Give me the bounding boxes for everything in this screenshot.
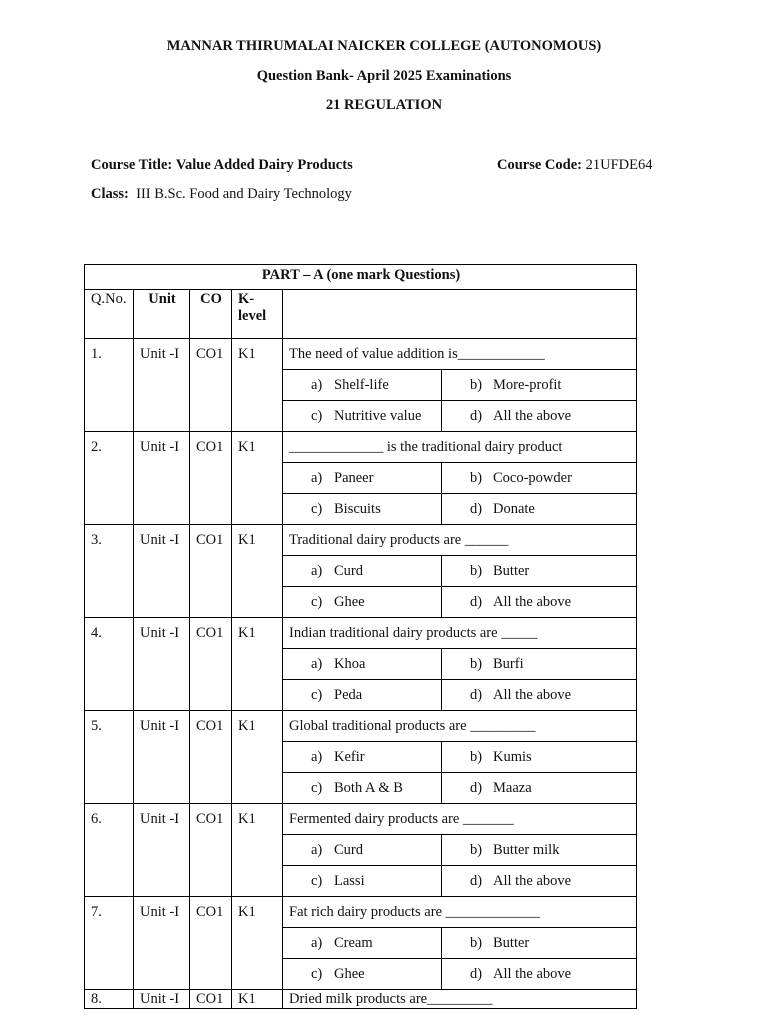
question-number: 1. (85, 339, 134, 432)
question-k-level: K1 (232, 618, 283, 711)
option-letter: d) (470, 501, 483, 517)
option-text: Kefir (334, 749, 365, 765)
option-c (283, 587, 442, 618)
option-text: Butter (493, 563, 530, 579)
option-text: Peda (334, 687, 363, 703)
option-letter: a) (311, 563, 323, 579)
option-letter: d) (470, 873, 483, 889)
table-row (85, 897, 637, 928)
question-text: Dried milk products are_________ (283, 990, 637, 1009)
option-d (442, 959, 637, 990)
option-letter: d) (470, 594, 483, 610)
course-title-label: Course Title: (91, 157, 173, 173)
question-text: The need of value addition is____________ (283, 339, 637, 370)
question-number: 8. (85, 990, 134, 1009)
question-unit: Unit -I (134, 432, 190, 525)
option-text: Burfi (493, 656, 524, 672)
option-text: Curd (334, 842, 363, 858)
option-text: Butter (493, 935, 530, 951)
course-title (91, 157, 353, 174)
part-title: PART – A (one mark Questions) (85, 265, 637, 290)
option-text: Ghee (334, 594, 365, 610)
option-text: Khoa (334, 656, 366, 672)
option-letter: a) (311, 749, 323, 765)
option-c (283, 494, 442, 525)
option-letter: b) (470, 842, 483, 858)
question-number: 2. (85, 432, 134, 525)
option-d (442, 680, 637, 711)
option-letter: a) (311, 470, 323, 486)
option-text: All the above (493, 873, 572, 889)
option-text: More-profit (493, 377, 562, 393)
option-text: All the above (493, 594, 572, 610)
option-letter: b) (470, 377, 483, 393)
option-letter: c) (311, 966, 323, 982)
option-text: Donate (493, 501, 535, 517)
option-text: Maaza (493, 780, 532, 796)
question-co: CO1 (190, 711, 232, 804)
option-c (283, 401, 442, 432)
option-text: Coco-powder (493, 470, 572, 486)
question-text: _____________ is the traditional dairy product (283, 432, 637, 463)
option-letter: b) (470, 656, 483, 672)
option-letter: d) (470, 780, 483, 796)
question-co: CO1 (190, 432, 232, 525)
option-c (283, 959, 442, 990)
option-text: Ghee (334, 966, 365, 982)
class-info (91, 186, 352, 203)
option-b (442, 649, 637, 680)
option-a (283, 742, 442, 773)
option-letter: c) (311, 501, 323, 517)
option-b (442, 742, 637, 773)
col-header-co: CO (190, 290, 232, 339)
question-co: CO1 (190, 990, 232, 1009)
option-letter: d) (470, 966, 483, 982)
option-letter: c) (311, 408, 323, 424)
table-row (85, 804, 637, 835)
option-d (442, 494, 637, 525)
option-d (442, 401, 637, 432)
question-unit: Unit -I (134, 525, 190, 618)
option-letter: b) (470, 749, 483, 765)
option-b (442, 556, 637, 587)
option-text: Kumis (493, 749, 532, 765)
option-letter: d) (470, 687, 483, 703)
table-row (85, 711, 637, 742)
question-k-level: K1 (232, 432, 283, 525)
option-letter: b) (470, 563, 483, 579)
college-name: MANNAR THIRUMALAI NAICKER COLLEGE (AUTONOMOUS) (166, 38, 602, 54)
option-d (442, 773, 637, 804)
option-letter: c) (311, 594, 323, 610)
option-letter: a) (311, 935, 323, 951)
question-k-level: K1 (232, 525, 283, 618)
col-header-unit: Unit (134, 290, 190, 339)
option-c (283, 680, 442, 711)
option-letter: b) (470, 470, 483, 486)
option-text: Biscuits (334, 501, 381, 517)
option-text: Shelf-life (334, 377, 389, 393)
course-code-label: Course Code: (497, 157, 582, 173)
question-number: 4. (85, 618, 134, 711)
question-unit: Unit -I (134, 990, 190, 1009)
option-a (283, 835, 442, 866)
course-title-value: Value Added Dairy Products (175, 157, 353, 173)
option-text: All the above (493, 966, 572, 982)
course-code-value: 21UFDE64 (585, 157, 653, 173)
question-unit: Unit -I (134, 804, 190, 897)
option-a (283, 370, 442, 401)
question-unit: Unit -I (134, 897, 190, 990)
question-number: 5. (85, 711, 134, 804)
question-text: Fat rich dairy products are _____________ (283, 897, 637, 928)
col-header-k-level: K-level (232, 290, 283, 339)
option-text: Curd (334, 563, 363, 579)
table-row (85, 618, 637, 649)
option-letter: d) (470, 408, 483, 424)
option-text: All the above (493, 408, 572, 424)
col-header-question (283, 290, 637, 339)
question-unit: Unit -I (134, 339, 190, 432)
option-text: Both A & B (334, 780, 403, 796)
question-co: CO1 (190, 804, 232, 897)
option-c (283, 866, 442, 897)
question-co: CO1 (190, 525, 232, 618)
question-text: Fermented dairy products are _______ (283, 804, 637, 835)
option-a (283, 463, 442, 494)
question-unit: Unit -I (134, 711, 190, 804)
option-b (442, 463, 637, 494)
question-text: Indian traditional dairy products are _____ (283, 618, 637, 649)
option-b (442, 370, 637, 401)
question-number: 7. (85, 897, 134, 990)
question-table (84, 264, 637, 1009)
option-b (442, 928, 637, 959)
option-letter: a) (311, 377, 323, 393)
question-k-level: K1 (232, 339, 283, 432)
table-row (85, 525, 637, 556)
option-letter: c) (311, 687, 323, 703)
regulation-title: 21 REGULATION (325, 97, 443, 113)
question-co: CO1 (190, 339, 232, 432)
option-a (283, 556, 442, 587)
option-b (442, 835, 637, 866)
col-header-qno: Q.No. (85, 290, 134, 339)
question-k-level: K1 (232, 804, 283, 897)
option-letter: a) (311, 656, 323, 672)
option-d (442, 866, 637, 897)
option-text: Cream (334, 935, 373, 951)
option-text: Paneer (334, 470, 374, 486)
option-letter: b) (470, 935, 483, 951)
option-a (283, 928, 442, 959)
option-letter: c) (311, 873, 323, 889)
option-text: All the above (493, 687, 572, 703)
table-row (85, 339, 637, 370)
question-k-level: K1 (232, 897, 283, 990)
question-k-level: K1 (232, 711, 283, 804)
option-text: Nutritive value (334, 408, 422, 424)
table-row (85, 432, 637, 463)
table-row (85, 990, 637, 1009)
question-co: CO1 (190, 618, 232, 711)
option-text: Lassi (334, 873, 365, 889)
question-text: Traditional dairy products are ______ (283, 525, 637, 556)
option-letter: a) (311, 842, 323, 858)
exam-title: Question Bank- April 2025 Examinations (256, 68, 512, 84)
option-c (283, 773, 442, 804)
question-text: Global traditional products are _________ (283, 711, 637, 742)
question-number: 6. (85, 804, 134, 897)
question-co: CO1 (190, 897, 232, 990)
option-letter: c) (311, 780, 323, 796)
question-number: 3. (85, 525, 134, 618)
question-k-level: K1 (232, 990, 283, 1009)
question-unit: Unit -I (134, 618, 190, 711)
course-code (497, 157, 652, 174)
option-d (442, 587, 637, 618)
class-label: Class: (91, 186, 129, 202)
class-value: III B.Sc. Food and Dairy Technology (136, 186, 352, 202)
option-text: Butter milk (493, 842, 560, 858)
option-a (283, 649, 442, 680)
